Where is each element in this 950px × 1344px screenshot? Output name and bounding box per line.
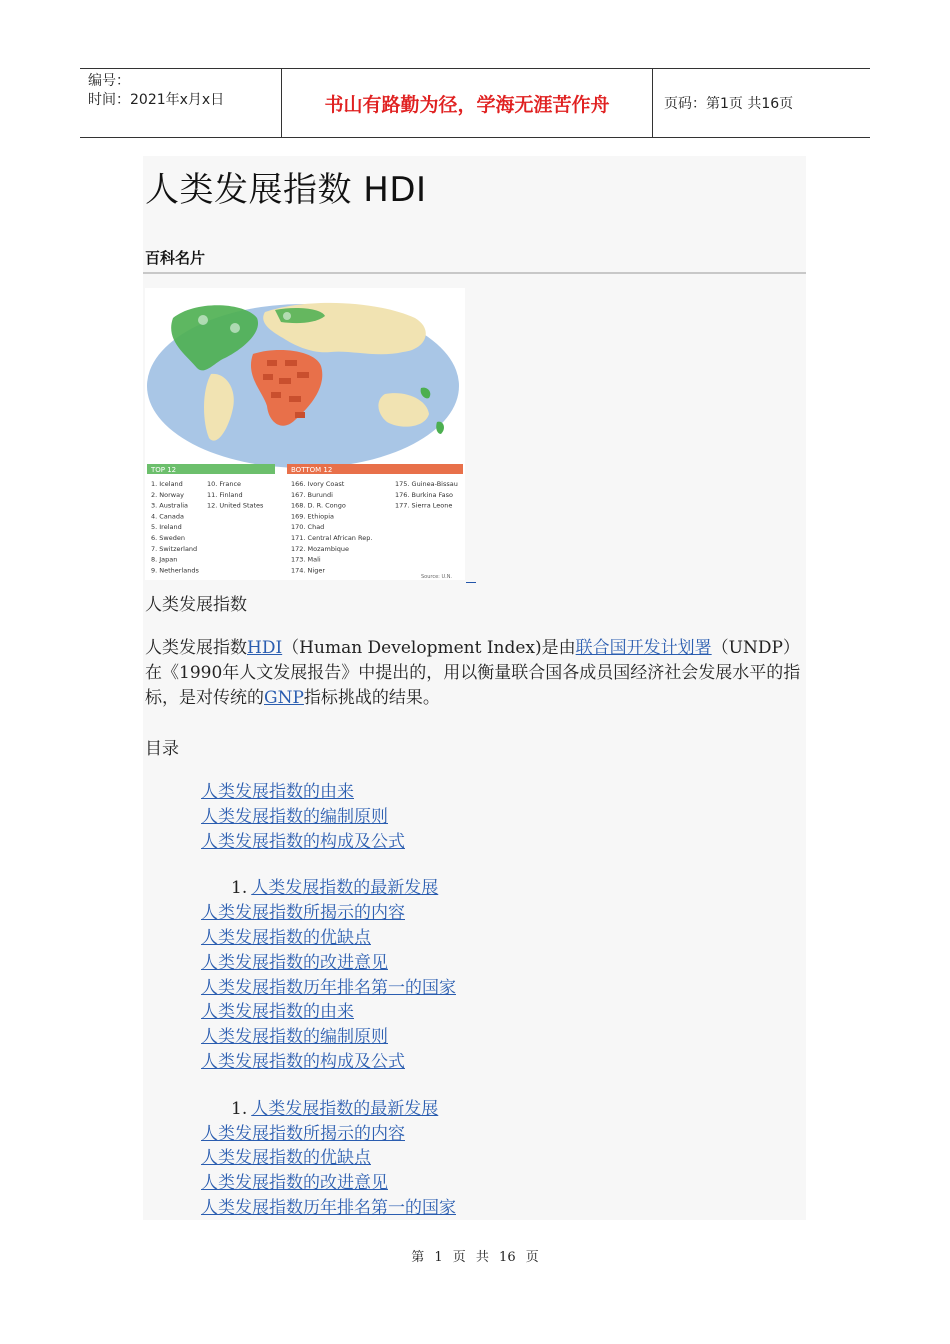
map-ranking-entry: 177. Sierra Leone xyxy=(395,501,453,510)
map-ranking-entry: 8. Japan xyxy=(151,555,178,564)
time-label: 时间：2021年x月x日 xyxy=(88,92,225,108)
map-ranking-entry: 175. Guinea-Bissau xyxy=(395,480,458,488)
map-top-heading: TOP 12 xyxy=(151,466,177,474)
map-ranking-entry: 176. Burkina Faso xyxy=(395,490,454,499)
document-header xyxy=(80,68,870,138)
map-ranking-entry: 170. Chad xyxy=(291,523,325,532)
map-ranking-entry: 167. Burundi xyxy=(291,490,333,499)
map-source: Source: U.N. xyxy=(421,574,453,580)
header-meta xyxy=(80,69,280,137)
hdi-world-map-image[interactable] xyxy=(145,288,465,580)
intro-text-3: （UNDP）在《1990年人文发展报告》中提出的，用以衡量联合国各成员国经济社会发展水平的指标，是对传统的 xyxy=(145,638,801,708)
map-ranking-entry: 5. Ireland xyxy=(151,523,182,532)
gnp-link[interactable]: GNP xyxy=(264,688,304,708)
map-ranking-entry: 1. Iceland xyxy=(151,480,183,488)
intro-paragraph xyxy=(145,636,805,711)
intro-text-1: 人类发展指数 xyxy=(145,638,247,658)
map-ranking-entry: 6. Sweden xyxy=(151,534,185,542)
map-ranking-entry: 7. Switzerland xyxy=(151,544,198,553)
map-ranking-entry: 3. Australia xyxy=(151,501,189,510)
article-title: 人类发展指数 HDI xyxy=(145,170,427,210)
map-ranking-entry: 9. Netherlands xyxy=(151,566,199,575)
map-ranking-entry: 173. Mali xyxy=(291,555,321,564)
toc-link[interactable]: 人类发展指数的改进意见 xyxy=(201,1173,388,1194)
map-svg xyxy=(145,288,465,580)
hdi-link[interactable]: HDI xyxy=(247,638,283,658)
toc-number: 1. xyxy=(231,878,248,899)
number-label: 编号： xyxy=(88,73,130,89)
map-ranking-entry: 4. Canada xyxy=(151,512,185,521)
map-ranking-entry: 166. Ivory Coast xyxy=(291,480,345,488)
article-subtitle: 百科名片 xyxy=(145,249,206,267)
toc-link[interactable]: 人类发展指数的编制原则 xyxy=(201,1027,388,1048)
page-footer: 第 1 页 共 16 页 xyxy=(411,1250,539,1265)
toc-link[interactable]: 人类发展指数的优缺点 xyxy=(201,927,371,948)
toc-link[interactable]: 人类发展指数所揭示的内容 xyxy=(201,903,405,924)
toc-link[interactable]: 人类发展指数的由来 xyxy=(201,1002,354,1023)
map-ranking-entry: 169. Ethiopia xyxy=(291,512,335,521)
map-ranking-entry: 10. France xyxy=(207,480,242,488)
header-motto: 书山有路勤为径，学海无涯苦作舟 xyxy=(281,69,653,137)
map-ranking-entry: 11. Finland xyxy=(207,490,243,499)
toc-link[interactable]: 人类发展指数的优缺点 xyxy=(201,1148,371,1169)
map-ranking-entry: 168. D. R. Congo xyxy=(291,501,346,510)
toc-number: 1. xyxy=(231,1098,248,1119)
table-of-contents xyxy=(201,780,456,1221)
map-ranking-entry: 172. Mozambique xyxy=(291,544,350,553)
image-link[interactable] xyxy=(466,568,476,583)
map-ranking-entry: 2. Norway xyxy=(151,490,184,499)
toc-link[interactable]: 人类发展指数的构成及公式 xyxy=(201,1051,405,1072)
toc-link[interactable]: 人类发展指数的由来 xyxy=(201,782,354,802)
map-ranking-entry: 174. Niger xyxy=(291,566,326,575)
toc-link[interactable]: 人类发展指数的编制原则 xyxy=(201,806,388,827)
header-page-info: 页码：第1页 共16页 xyxy=(664,96,794,112)
intro-text-2: （Human Development Index)是由 xyxy=(282,638,576,658)
toc-numbered-item xyxy=(201,1097,456,1122)
toc-heading: 目录 xyxy=(145,739,179,759)
toc-numbered-item xyxy=(201,876,456,901)
toc-link[interactable]: 人类发展指数所揭示的内容 xyxy=(201,1123,405,1144)
intro-text-4: 指标挑战的结果。 xyxy=(303,688,440,708)
title-divider xyxy=(143,272,806,274)
map-ranking-entry: 12. United States xyxy=(207,501,264,510)
toc-link[interactable]: 人类发展指数历年排名第一的国家 xyxy=(201,1197,456,1218)
undp-link[interactable]: 联合国开发计划署 xyxy=(575,638,712,658)
map-ranking-entry: 171. Central African Rep. xyxy=(291,534,373,542)
map-bottom-heading: BOTTOM 12 xyxy=(291,466,333,474)
image-caption: 人类发展指数 xyxy=(145,595,247,615)
toc-link[interactable]: 人类发展指数历年排名第一的国家 xyxy=(201,977,456,998)
toc-link[interactable]: 人类发展指数的最新发展 xyxy=(251,878,439,899)
toc-link[interactable]: 人类发展指数的构成及公式 xyxy=(201,831,405,852)
toc-link[interactable]: 人类发展指数的改进意见 xyxy=(201,952,388,973)
toc-link[interactable]: 人类发展指数的最新发展 xyxy=(251,1098,439,1119)
